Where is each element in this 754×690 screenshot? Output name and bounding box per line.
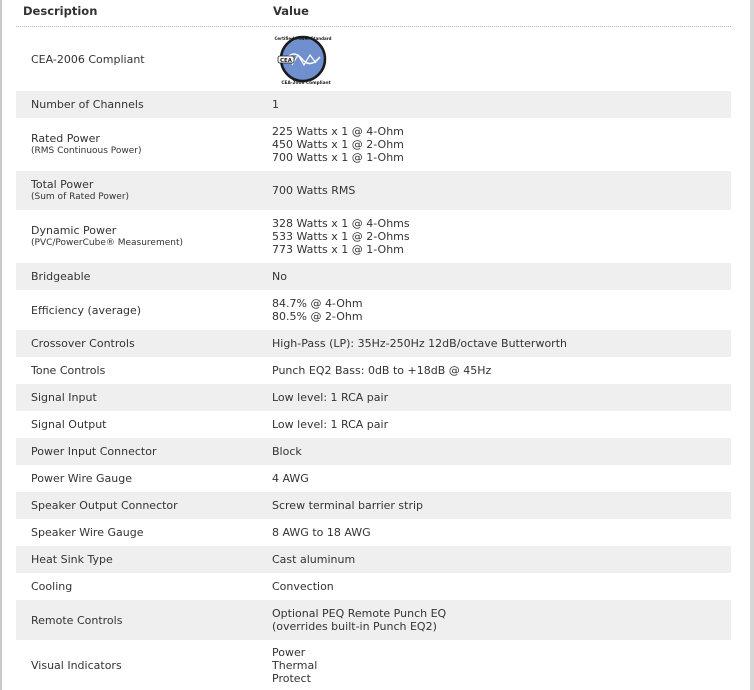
row-label: Number of Channels xyxy=(31,98,144,111)
row-label: Speaker Output Connector xyxy=(31,499,178,512)
row-label: Power Wire Gauge xyxy=(31,472,132,485)
header-value: Value xyxy=(273,4,309,18)
row-value: Block xyxy=(272,445,302,458)
row-label: Efficiency (average) xyxy=(31,303,142,317)
row-value xyxy=(272,29,731,89)
table-row xyxy=(16,290,731,330)
row-value: Low level: 1 RCA pair xyxy=(272,418,389,431)
table-row xyxy=(16,357,731,384)
row-value: 84.7% @ 4-Ohm 80.5% @ 2-Ohm xyxy=(272,297,363,323)
row-label: Heat Sink Type xyxy=(31,553,113,566)
row-label: Rated Power (RMS Continuous Power) xyxy=(16,132,272,157)
left-frame-border xyxy=(0,0,2,690)
table-row xyxy=(16,411,731,438)
table-row xyxy=(16,330,731,357)
row-value: 328 Watts x 1 @ 4-Ohms 533 Watts x 1 @ 2-Ohms 773 Watts x 1 @ 1-Ohm xyxy=(272,217,410,256)
logo-cea-text: CEA xyxy=(279,58,293,64)
row-value: Convection xyxy=(272,580,334,593)
table-row xyxy=(16,546,731,573)
row-value: 8 AWG to 18 AWG xyxy=(272,526,371,539)
table-row xyxy=(16,438,731,465)
table-header xyxy=(16,0,731,27)
table-row xyxy=(16,384,731,411)
row-sublabel: (PVC/PowerCube® Measurement) xyxy=(31,238,184,248)
row-label: Dynamic Power (PVC/PowerCube® Measurement) xyxy=(16,224,272,249)
row-sublabel: (Sum of Rated Power) xyxy=(31,192,130,202)
table-row xyxy=(16,210,731,263)
table-row xyxy=(16,519,731,546)
row-value: 700 Watts RMS xyxy=(272,184,356,197)
row-label: Bridgeable xyxy=(31,270,91,283)
row-label: Speaker Wire Gauge xyxy=(31,526,144,539)
header-description: Description xyxy=(23,4,98,18)
table-row xyxy=(16,27,731,91)
row-value: High-Pass (LP): 35Hz-250Hz 12dB/octave Butterworth xyxy=(272,337,567,350)
row-value: No xyxy=(272,270,287,283)
row-label: Visual Indicators xyxy=(31,658,122,672)
cea-2006-logo xyxy=(272,29,332,89)
table-row xyxy=(16,118,731,171)
row-sublabel: (RMS Continuous Power) xyxy=(31,146,142,156)
logo-bottom-text: CEA-2006 Compliant xyxy=(281,81,331,86)
row-label: Tone Controls xyxy=(31,364,106,377)
row-value: Cast aluminum xyxy=(272,553,356,566)
table-row xyxy=(16,492,731,519)
row-label: Cooling xyxy=(31,580,73,593)
table-row xyxy=(16,263,731,290)
row-label: Crossover Controls xyxy=(31,337,135,350)
row-label: Signal Output xyxy=(31,418,107,431)
table-row xyxy=(16,640,731,690)
row-label: Total Power (Sum of Rated Power) xyxy=(16,178,272,203)
row-value: Screw terminal barrier strip xyxy=(272,499,424,512)
table-row xyxy=(16,91,731,118)
row-value: 1 xyxy=(272,98,279,111)
row-value: Punch EQ2 Bass: 0dB to +18dB @ 45Hz xyxy=(272,364,492,377)
row-label: Signal Input xyxy=(31,391,97,404)
logo-top-text: Certified Power Standard xyxy=(274,36,332,41)
row-label: Remote Controls xyxy=(31,613,123,627)
spec-table xyxy=(16,27,731,690)
table-row xyxy=(16,171,731,210)
table-row xyxy=(16,465,731,492)
table-row xyxy=(16,600,731,640)
row-value: 225 Watts x 1 @ 4-Ohm 450 Watts x 1 @ 2-Ohm 700 Watts x 1 @ 1-Ohm xyxy=(272,125,404,164)
row-value: 4 AWG xyxy=(272,472,309,485)
row-label: CEA-2006 Compliant xyxy=(31,52,145,66)
row-label: Power Input Connector xyxy=(31,445,157,458)
right-frame-border xyxy=(750,0,754,690)
row-value: Optional PEQ Remote Punch EQ (overrides built-in Punch EQ2) xyxy=(272,607,447,633)
row-value: Power Thermal Protect xyxy=(272,645,318,685)
table-row xyxy=(16,573,731,600)
row-value: Low level: 1 RCA pair xyxy=(272,391,389,404)
